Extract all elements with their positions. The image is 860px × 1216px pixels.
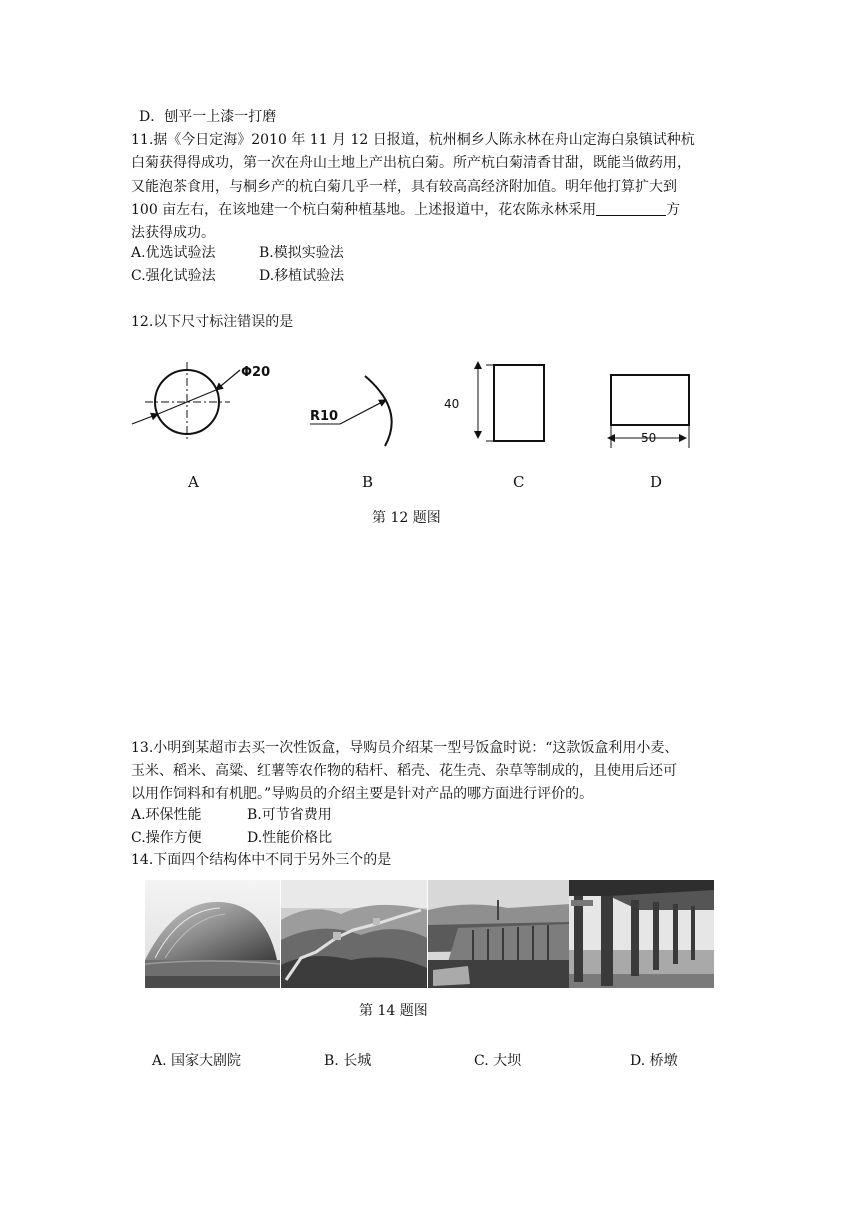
photo-grand-theater [145,880,280,988]
q13-option-b: B.可节省费用 [247,807,332,823]
q11-blank-suffix: 方 [666,202,681,218]
q13-line-2: 玉米、稻米、高粱、红薯等农作物的秸杆、稻壳、花生壳、杂草等制成的，且使用后还可 [131,763,677,779]
label-c: 40 [444,397,460,411]
figure-b-arc-dimension [310,376,392,446]
label-b: R10 [310,409,339,424]
q13-option-a: A.环保性能 [131,807,202,823]
q14-question: 14.下面四个结构体中不同于另外三个的是 [131,852,392,868]
label-d: 50 [641,431,657,445]
q11-line-5: 法获得成功。 [131,225,215,241]
photo-great-wall [281,880,427,988]
label-a: Φ20 [241,365,271,380]
q13-line-1: 13.小明到某超市去买一次性饭盒，导购员介绍某一型号饭盒时说：“这款饭盒利用小麦、 [131,740,679,756]
figure-c-rect-dimension [444,365,544,441]
q13-option-d: D.性能价格比 [247,830,333,846]
q13-option-c: C.操作方便 [131,830,202,846]
q11-option-c: C.强化试验法 [131,268,216,284]
figure-a-circle-dimension [132,362,270,442]
photo-bridge-pier [569,880,714,988]
q13-line-3: 以用作饲料和有机肥。”导购员的介绍主要是针对产品的哪方面进行评价的。 [131,786,594,802]
answer-blank [596,201,666,216]
q14-option-b: B. 长城 [324,1053,372,1069]
q14-option-a: A. 国家大剧院 [152,1053,242,1069]
q11-line-1: 11.据《今日定海》2010 年 11 月 12 日报道，杭州桐乡人陈永林在舟山定海白泉镇试种杭 [131,132,695,148]
q11-line-4 [131,200,680,220]
figure-letter-a: A [188,473,199,491]
q11-option-a: A.优选试验法 [131,245,216,261]
q11-option-d: D.移植试验法 [259,268,345,284]
q11-line-3: 又能泡茶食用，与桐乡产的杭白菊几乎一样，具有较高高经济附加值。明年他打算扩大到 [131,179,677,195]
q12-figure [120,350,740,470]
figure-letter-c: C [513,473,525,491]
q11-line-2: 白菊获得得成功，第一次在舟山土地上产出杭白菊。所产杭白菊清香甘甜，既能当做药用， [131,155,691,171]
photo-dam [428,880,570,988]
q10-option-d: D．刨平一上漆一打磨 [139,109,277,125]
q14-option-c: C. 大坝 [474,1053,522,1069]
q11-line-4-text: 100 亩左右，在该地建一个杭白菊种植基地。上述报道中，花农陈永林采用 [131,202,597,218]
q12-caption: 第 12 题图 [372,510,441,526]
q14-caption: 第 14 题图 [359,1003,428,1019]
figure-letter-d: D [650,473,663,491]
q12-question: 12.以下尺寸标注错误的是 [131,314,294,330]
q14-option-d: D. 桥墩 [630,1053,678,1069]
figure-letter-b: B [362,473,374,491]
q11-option-b: B.模拟实验法 [259,245,344,261]
figure-d-rect-dimension [611,375,689,448]
